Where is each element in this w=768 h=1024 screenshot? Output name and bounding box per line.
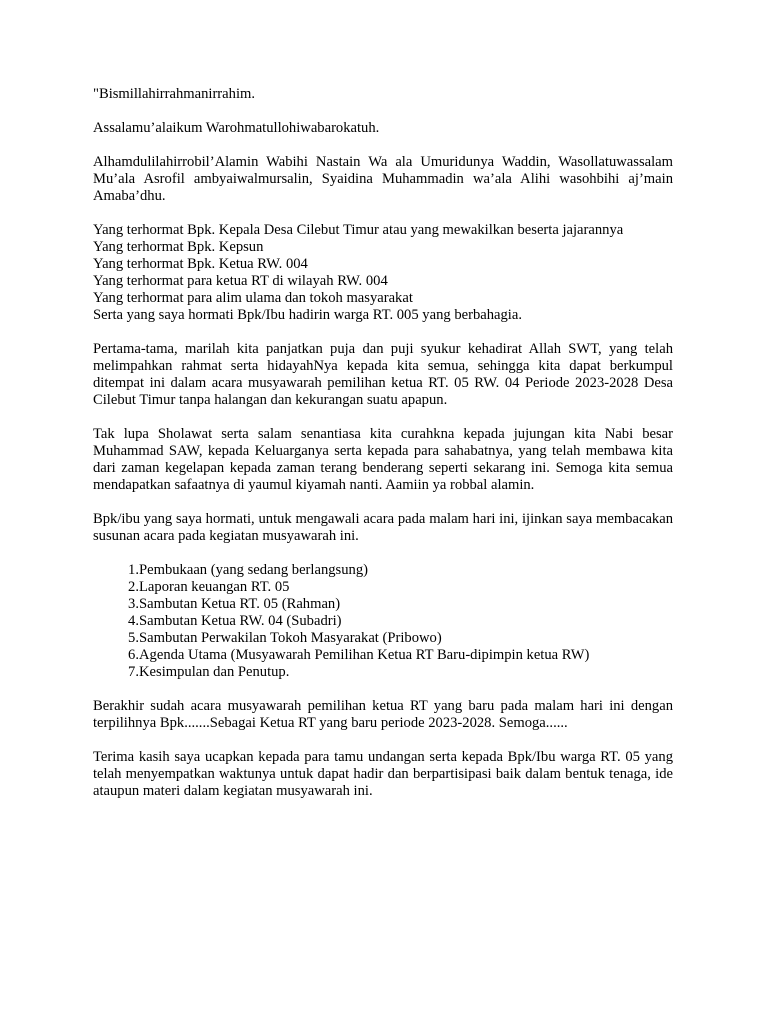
hamdalah-paragraph: Alhamdulilahirrobil’Alamin Wabihi Nastain Wa ala Umuridunya Waddin, Wasollatuwassalam Mu’ala Asrofil ambyaiwalmursalin, Syaidina Muhammadin wa’ala Alihi wasohbihi aj’main Amaba’dhu.: [93, 154, 673, 204]
agenda-text: Sambutan Ketua RT. 05 (Rahman): [139, 596, 341, 612]
agenda-item: [93, 630, 673, 647]
greeting-line: Yang terhormat para alim ulama dan tokoh masyarakat: [93, 290, 413, 306]
agenda-number: 5.: [128, 630, 139, 646]
agenda-text: Pembukaan (yang sedang berlangsung): [139, 562, 368, 578]
agenda-item: [93, 647, 673, 664]
agenda-number: 7.: [128, 664, 139, 680]
agenda-text: Agenda Utama (Musyawarah Pemilihan Ketua RT Baru-dipimpin ketua RW): [139, 647, 590, 663]
agenda-text: Laporan keuangan RT. 05: [139, 579, 290, 595]
greeting-line: Yang terhormat Bpk. Kepsun: [93, 239, 264, 255]
agenda-number: 1.: [128, 562, 139, 578]
agenda-text: Kesimpulan dan Penutup.: [139, 664, 290, 680]
salam-line: Assalamu’alaikum Warohmatullohiwabarokatuh.: [93, 120, 380, 136]
greeting-line: Yang terhormat Bpk. Ketua RW. 004: [93, 256, 308, 272]
agenda-item: [93, 562, 673, 579]
greeting-line: Yang terhormat para ketua RT di wilayah RW. 004: [93, 273, 388, 289]
greeting-line: Yang terhormat Bpk. Kepala Desa Cilebut Timur atau yang mewakilkan beserta jajarannya: [93, 222, 624, 238]
agenda-item: [93, 596, 673, 613]
agenda-number: 3.: [128, 596, 139, 612]
agenda-item: [93, 664, 673, 681]
agenda-text: Sambutan Ketua RW. 04 (Subadri): [139, 613, 342, 629]
conclusion-paragraph: Berakhir sudah acara musyawarah pemilihan ketua RT yang baru pada malam hari ini dengan terpilihnya Bpk.......Sebagai Ketua RT yang baru periode 2023-2028. Semoga......: [93, 698, 673, 731]
agenda-number: 6.: [128, 647, 139, 663]
agenda-text: Sambutan Perwakilan Tokoh Masyarakat (Pribowo): [139, 630, 442, 646]
greetings-block: [93, 222, 673, 324]
closing-paragraph: Terima kasih saya ucapkan kepada para tamu undangan serta kepada Bpk/Ibu warga RT. 05 yang telah menyempatkan waktunya untuk dapat hadir dan berpartisipasi baik dalam bentuk tenaga, ide ataupun materi dalam kegiatan musyawarah ini.: [93, 749, 673, 799]
opening-line: "Bismillahirrahmanirrahim.: [93, 86, 255, 102]
agenda-list: [93, 562, 673, 681]
agenda-number: 2.: [128, 579, 139, 595]
thanks-paragraph: Pertama-tama, marilah kita panjatkan puja dan puji syukur kehadirat Allah SWT, yang telah melimpahkan rahmat serta hidayahNya kepada kita semua, sehingga kita dapat berkumpul ditempat ini dalam acara musyawarah pemilihan ketua RT. 05 RW. 04 Periode 2023-2028 Desa Cilebut Timur tanpa halangan dan kekurangan suatu apapun.: [93, 341, 673, 408]
agenda-item: [93, 613, 673, 630]
intro-paragraph: Bpk/ibu yang saya hormati, untuk mengawali acara pada malam hari ini, ijinkan saya membacakan susunan acara pada kegiatan musyawarah ini.: [93, 511, 673, 544]
sholawat-paragraph: Tak lupa Sholawat serta salam senantiasa kita curahkna kepada jujungan kita Nabi besar Muhammad SAW, kepada Keluarganya serta kepada para sahabatnya, yang telah membawa kita dari zaman kegelapan kepada zaman terang benderang seperti sekarang ini. Semoga kita semua mendapatkan safaatnya di yaumul kiyamah nanti. Aamiin ya robbal alamin.: [93, 426, 673, 493]
document-page: [93, 86, 673, 817]
agenda-item: [93, 579, 673, 596]
greeting-line: Serta yang saya hormati Bpk/Ibu hadirin warga RT. 005 yang berbahagia.: [93, 307, 522, 323]
agenda-number: 4.: [128, 613, 139, 629]
